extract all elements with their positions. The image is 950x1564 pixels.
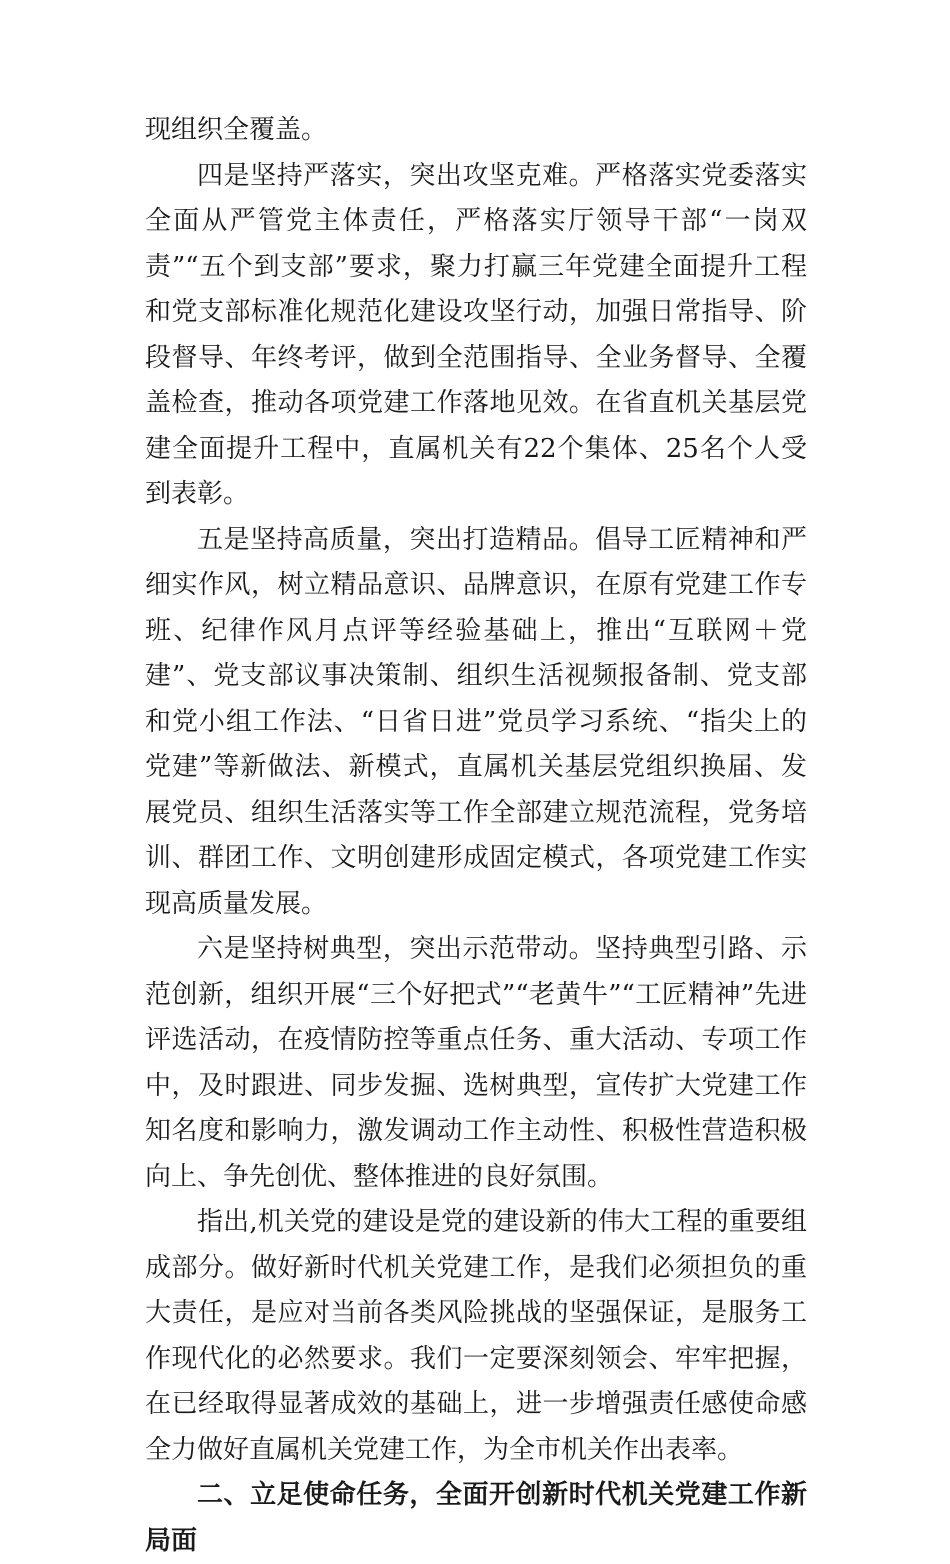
document-page [145, 108, 807, 1564]
paragraph-conclusion: 指出,机关党的建设是党的建设新的伟大工程的重要组成部分。做好新时代机关党建工作，是我们必须担负的重大责任，是应对当前各类风险挑战的坚强保证，是服务工作现代化的必然要求。我们一定要深刻领会、牢牢把握，在已经取得显著成效的基础上，进一步增强责任感使命感全力做好直属机关党建工作，为全市机关作出表率。 [145, 1207, 807, 1465]
paragraph-point-four: 四是坚持严落实，突出攻坚克难。严格落实党委落实全面从严管党主体责任，严格落实厅领导干部“一岗双责”“五个到支部”要求，聚力打赢三年党建全面提升工程和党支部标准化规范化建设攻坚行动，加强日常指导、阶段督导、年终考评，做到全范围指导、全业务督导、全覆盖检查，推动各项党建工作落地见效。在省直机关基层党建全面提升工程中，直属机关有22个集体、25名个人受到表彰。 [145, 160, 807, 509]
section-heading-two: 二、立足使命任务，全面开创新时代机关党建工作新局面 [145, 1480, 807, 1556]
paragraph-continuation: 现组织全覆盖。 [145, 115, 328, 145]
paragraph-point-five: 五是坚持高质量，突出打造精品。倡导工匠精神和严细实作风，树立精品意识、品牌意识，在原有党建工作专班、纪律作风月点评等经验基础上，推出“互联网＋党建”、党支部议事决策制、组织生活视频报备制、党支部和党小组工作法、“日省日进”党员学习系统、“指尖上的党建”等新做法、新模式，直属机关基层党组织换届、发展党员、组织生活落实等工作全部建立规范流程，党务培训、群团工作、文明创建形成固定模式，各项党建工作实现高质量发展。 [145, 524, 807, 919]
paragraph-point-six: 六是坚持树典型，突出示范带动。坚持典型引路、示范创新，组织开展“三个好把式”“老黄牛”“工匠精神”先进评选活动，在疫情防控等重点任务、重大活动、专项工作中，及时跟进、同步发掘、选树典型，宣传扩大党建工作知名度和影响力，激发调动工作主动性、积极性营造积极向上、争先创优、整体推进的良好氛围。 [145, 934, 807, 1192]
